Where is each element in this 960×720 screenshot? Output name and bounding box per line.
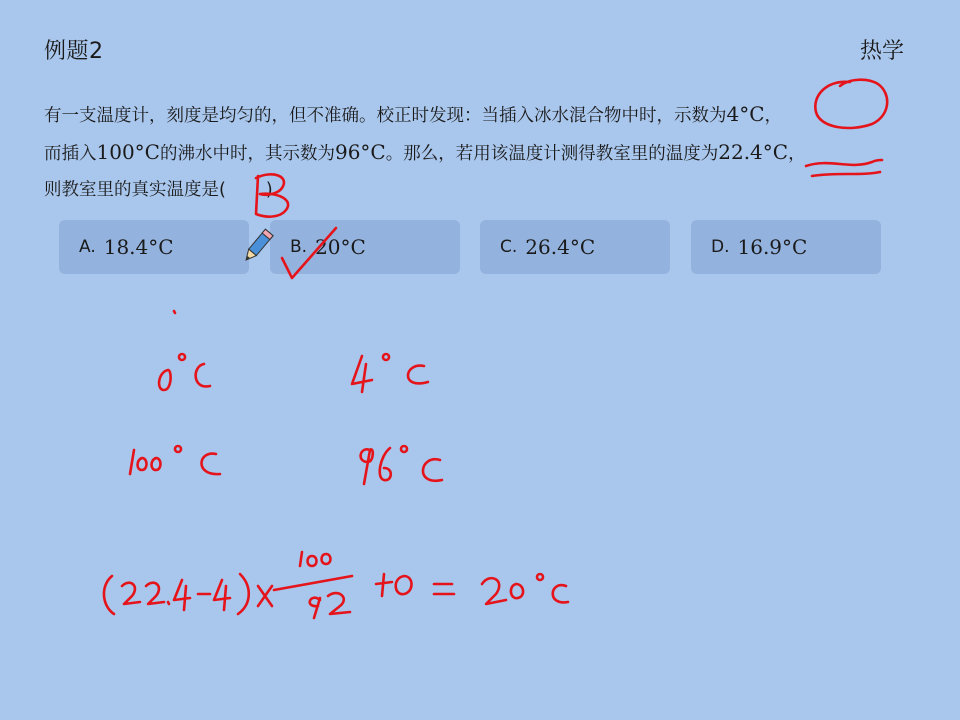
- option-a-value: 18.4°C: [103, 235, 174, 259]
- boiling-temp: 100°C: [96, 140, 160, 164]
- question-line-3-a: 则教室里的真实温度是(: [44, 180, 226, 200]
- digit-two-mark-1: [122, 583, 140, 604]
- question-line-2-a: 而插入: [44, 144, 97, 164]
- option-d-letter: D.: [711, 237, 730, 257]
- plus-sign-mark: [376, 574, 392, 596]
- option-b-letter: B.: [290, 237, 308, 257]
- digit-two-mark-3: [328, 593, 350, 614]
- digit-four-mark-2: [214, 580, 230, 610]
- question-line-2: [44, 134, 904, 172]
- option-d-value: 16.9°C: [737, 235, 808, 259]
- times-sign-mark: [258, 586, 272, 606]
- option-b[interactable]: [270, 220, 460, 274]
- question-line-2-c: 。那么，若用该温度计测得教室里的温度为: [385, 144, 719, 164]
- question-line-1-text: 有一支温度计，刻度是均匀的，但不准确。校正时发现：当插入冰水混合物中时，示数为: [44, 106, 727, 126]
- option-a[interactable]: [59, 220, 249, 274]
- celsius-c-mark: [553, 585, 568, 602]
- digit-four-mark-1: [174, 580, 190, 610]
- digit-zero-mark-2: [511, 584, 523, 598]
- option-c[interactable]: [480, 220, 670, 274]
- question-text: [44, 96, 904, 208]
- digit-zero-mark-1: [396, 576, 412, 594]
- dot-mark: [174, 311, 175, 313]
- fraction-bar-mark: [274, 576, 352, 590]
- pencil-cursor-icon[interactable]: [236, 226, 278, 268]
- question-line-1: [44, 96, 904, 134]
- example-title: 例题2: [44, 39, 104, 64]
- option-b-value: 20°C: [315, 235, 366, 259]
- degree-mark: [537, 574, 543, 580]
- digit-nine-mark: [310, 598, 320, 618]
- hundred-degc-mark: [130, 446, 220, 474]
- question-line-3: [44, 172, 904, 208]
- room-reading: 22.4°C: [718, 140, 789, 164]
- digit-two-mark-2: [146, 583, 164, 604]
- question-line-2-b: 的沸水中时，其示数为: [159, 144, 335, 164]
- topic-label: 热学: [859, 39, 904, 64]
- question-line-3-b: ): [265, 180, 273, 200]
- decimal-point-mark: [168, 602, 169, 604]
- ninety-six-degc-mark: [361, 446, 442, 484]
- open-paren-mark: [104, 576, 114, 614]
- digit-two-mark-4: [482, 578, 506, 604]
- option-d[interactable]: [691, 220, 881, 274]
- option-c-letter: C.: [500, 237, 518, 257]
- question-line-2-end: ，: [788, 144, 806, 164]
- option-a-letter: A.: [79, 237, 96, 257]
- ice-reading: 4°C: [726, 102, 765, 126]
- four-degc-mark: [352, 354, 428, 392]
- zero-degc-mark: [159, 354, 210, 390]
- close-paren-mark: [238, 574, 249, 614]
- question-line-1-end: ，: [764, 106, 783, 126]
- equals-sign-mark: [434, 584, 454, 594]
- option-c-value: 26.4°C: [525, 235, 596, 259]
- boiling-reading: 96°C: [334, 140, 386, 164]
- numerator-100-mark: [300, 552, 331, 566]
